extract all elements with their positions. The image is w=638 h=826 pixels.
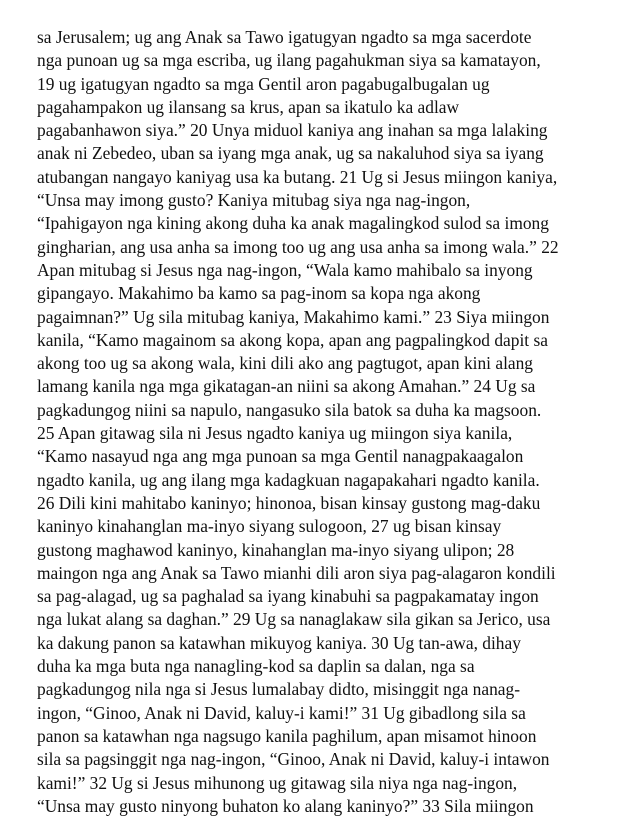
text-line: akong too ug sa akong wala, kini dili ako ang pagtugot, apan kini alang xyxy=(37,353,534,374)
text-line: kanila, “Kamo magainom sa akong kopa, apan ang pagpalingkod dapit sa xyxy=(37,329,548,350)
text-line: kami!” 32 Ug si Jesus mihunong ug gitawag sila niya nga nag-ingon, xyxy=(37,772,518,793)
text-line: nga lukat alang sa daghan.” 29 Ug sa nanaglakaw sila gikan sa Jerico, usa xyxy=(37,609,551,630)
text-line: lamang kanila nga mga gikatagan-an niini sa akong Amahan.” 24 Ug sa xyxy=(37,376,536,397)
text-line: maingon nga ang Anak sa Tawo mianhi dili aron siya pag-alagaron kondili xyxy=(37,562,556,583)
text-line: “Ipahigayon nga kining akong duha ka anak magalingkod sulod sa imong xyxy=(37,213,549,234)
text-line: “Kamo nasayud nga ang mga punoan sa mga Gentil nanagpakaagalon xyxy=(37,446,524,467)
text-line: Apan mitubag si Jesus nga nag-ingon, “Wala kamo mahibalo sa inyong xyxy=(37,259,533,280)
body-text xyxy=(37,26,617,818)
text-line: gipangayo. Makahimo ba kamo sa pag-inom sa kopa nga akong xyxy=(37,283,481,304)
text-line: nga punoan ug sa mga escriba, ug ilang pagahukman siya sa kamatayon, xyxy=(37,50,541,71)
text-line: panon sa katawhan nga nagsugo kanila paghilum, apan misamot hinoon xyxy=(37,725,537,746)
text-line: ka dakung panon sa katawhan mikuyog kaniya. 30 Ug tan-awa, dihay xyxy=(37,632,521,653)
text-line: sa Jerusalem; ug ang Anak sa Tawo igatugyan ngadto sa mga sacerdote xyxy=(37,27,532,47)
text-line: duha ka mga buta nga nanagling-kod sa daplin sa dalan, nga sa xyxy=(37,656,475,677)
text-line: pagabanhawon siya.” 20 Unya miduol kaniya ang inahan sa mga lalaking xyxy=(37,120,548,141)
text-line: pagaimnan?” Ug sila mitubag kaniya, Makahimo kami.” 23 Siya miingon xyxy=(37,306,550,327)
text-line: ngadto kanila, ug ang ilang mga kadagkuan nagapakahari ngadto kanila. xyxy=(37,469,540,490)
text-line: kaninyo kinahanglan ma-inyo siyang sulogoon, 27 ug bisan kinsay xyxy=(37,516,502,537)
text-line: 25 Apan gitawag sila ni Jesus ngadto kaniya ug miingon siya kanila, xyxy=(37,423,513,444)
text-line: “Unsa may imong gusto? Kaniya mitubag siya nga nag-ingon, xyxy=(37,190,471,211)
text-line: gustong maghawod kaninyo, kinahanglan ma-inyo siyang ulipon; 28 xyxy=(37,539,515,560)
text-line: 26 Dili kini mahitabo kaninyo; hinonoa, bisan kinsay gustong mag-daku xyxy=(37,492,541,513)
text-line: sa pag-alagad, ug sa paghalad sa iyang kinabuhi sa pagpakamatay ingon xyxy=(37,586,539,607)
text-line: 19 ug igatugyan ngadto sa mga Gentil aron pagabugalbugalan ug xyxy=(37,73,490,94)
text-line: pagkadungog niini sa napulo, nangasuko sila batok sa duha ka magsoon. xyxy=(37,399,542,420)
text-line: “Unsa may gusto ninyong buhaton ko alang kaninyo?” 33 Sila miingon xyxy=(37,795,534,816)
text-line: sila sa pagsinggit nga nag-ingon, “Ginoo, Anak ni David, kaluy-i intawon xyxy=(37,749,550,770)
text-line: ingon, “Ginoo, Anak ni David, kaluy-i kami!” 31 Ug gibadlong sila sa xyxy=(37,702,526,723)
text-line: anak ni Zebedeo, uban sa iyang mga anak, ug sa nakaluhod siya sa iyang xyxy=(37,143,544,164)
text-line: pagahampakon ug ilansang sa krus, apan sa ikatulo ka adlaw xyxy=(37,96,460,117)
text-line: gingharian, ang usa anha sa imong too ug ang usa anha sa imong wala.” 22 xyxy=(37,236,559,257)
text-line: pagkadungog nila nga si Jesus lumalabay didto, misinggit nga nanag- xyxy=(37,679,520,700)
text-line: atubangan nangayo kaniyag usa ka butang. 21 Ug si Jesus miingon kaniya, xyxy=(37,166,558,187)
